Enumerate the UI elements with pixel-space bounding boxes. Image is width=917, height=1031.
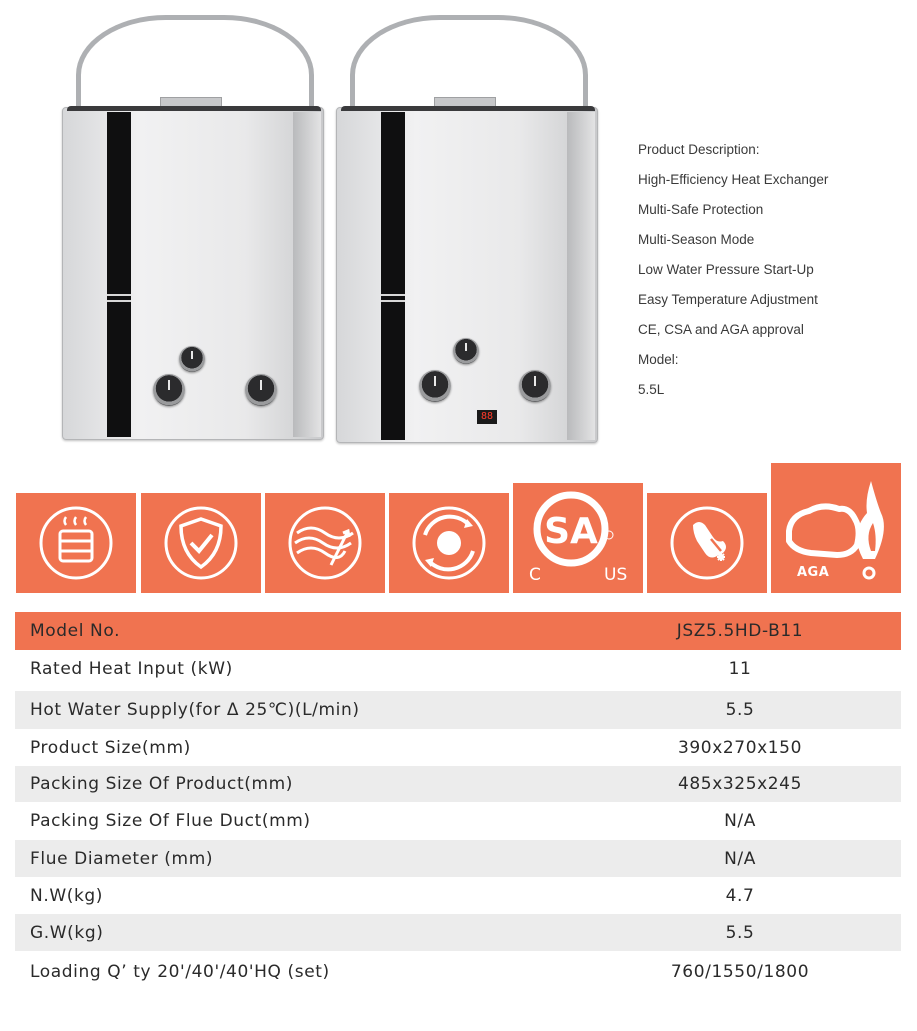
- description-line: Easy Temperature Adjustment: [638, 292, 818, 307]
- description-model-label: Model:: [638, 352, 679, 367]
- heat-exchanger-icon: [16, 493, 136, 593]
- description-model-value: 5.5L: [638, 382, 665, 397]
- left-knob: [419, 370, 451, 402]
- spec-label: Packing Size Of Product(mm): [30, 774, 293, 794]
- spec-row: [15, 691, 901, 729]
- carry-handle: [76, 15, 314, 110]
- product-image-left: [62, 15, 324, 443]
- spec-row: [15, 877, 901, 914]
- black-glass-strip: [381, 112, 405, 440]
- svg-text:SA: SA: [544, 511, 598, 552]
- spec-label: G.W(kg): [30, 922, 104, 943]
- description-line: CE, CSA and AGA approval: [638, 322, 804, 337]
- spec-row: [15, 729, 901, 766]
- side-edge: [293, 112, 321, 437]
- spec-value: 760/1550/1800: [670, 962, 810, 982]
- description-heading: Product Description:: [638, 142, 760, 157]
- spec-value: N/A: [724, 811, 756, 831]
- feature-tile-temperature: [647, 493, 767, 593]
- strip-divider: [107, 300, 131, 302]
- spec-row: [15, 840, 901, 877]
- top-knob: [179, 346, 205, 372]
- strip-divider: [381, 294, 405, 296]
- carry-handle: [350, 15, 588, 110]
- right-knob: [519, 370, 551, 402]
- spec-value: 4.7: [725, 885, 755, 906]
- product-image-right: [336, 15, 598, 445]
- csa-c-mark: C: [529, 565, 541, 585]
- spec-label: Hot Water Supply(for Δ 25℃)(L/min): [30, 700, 360, 720]
- top-cap: [67, 106, 321, 111]
- feature-tile-csa: [513, 483, 643, 593]
- feature-tile-water-pressure: [389, 493, 509, 593]
- spec-row: [15, 951, 901, 993]
- strip-divider: [381, 300, 405, 302]
- heater-body: [336, 107, 598, 443]
- feature-tile-aga: [771, 463, 901, 593]
- spec-row: [15, 802, 901, 840]
- spec-label: Flue Diameter (mm): [30, 848, 214, 869]
- aga-approval-icon: [771, 463, 901, 593]
- spec-label: N.W(kg): [30, 885, 104, 906]
- wind-season-icon: [265, 493, 385, 593]
- right-knob: [245, 374, 277, 406]
- water-pressure-icon: [389, 493, 509, 593]
- description-line: Multi-Safe Protection: [638, 202, 764, 217]
- spec-value: N/A: [724, 848, 756, 869]
- heater-body: [62, 107, 324, 440]
- feature-tile-season: [265, 493, 385, 593]
- spec-value: 5.5: [725, 922, 755, 943]
- safety-shield-icon: [141, 493, 261, 593]
- spec-label: Packing Size Of Flue Duct(mm): [30, 811, 311, 831]
- spec-label: Rated Heat Input (kW): [30, 658, 233, 679]
- top-cap: [341, 106, 595, 111]
- spec-value: 5.5: [725, 700, 755, 720]
- spec-row: [15, 914, 901, 951]
- aga-label: AGA: [797, 565, 830, 580]
- feature-tile-heat-exchanger: [16, 493, 136, 593]
- side-edge: [567, 112, 595, 440]
- temperature-adjust-icon: [647, 493, 767, 593]
- description-line: Low Water Pressure Start-Up: [638, 262, 814, 277]
- spec-value: 390x270x150: [677, 737, 803, 758]
- spec-label: Product Size(mm): [30, 737, 191, 758]
- spec-label: Loading Q’ ty 20'/40'/40'HQ (set): [30, 962, 330, 982]
- spec-value: 485x325x245: [677, 774, 803, 794]
- description-line: High-Efficiency Heat Exchanger: [638, 172, 829, 187]
- digital-display: 88: [477, 410, 497, 424]
- spec-header-value: JSZ5.5HD-B11: [676, 621, 804, 641]
- strip-divider: [107, 294, 131, 296]
- black-glass-strip: [107, 112, 131, 437]
- spec-row: [15, 650, 901, 687]
- csa-us-mark: US: [604, 565, 628, 585]
- spec-value: 11: [728, 658, 752, 679]
- top-knob: [453, 338, 479, 364]
- spec-header-label: Model No.: [30, 621, 121, 641]
- feature-tile-safety: [141, 493, 261, 593]
- left-knob: [153, 374, 185, 406]
- spec-header-row: [15, 612, 901, 650]
- description-line: Multi-Season Mode: [638, 232, 755, 247]
- spec-row: [15, 766, 901, 802]
